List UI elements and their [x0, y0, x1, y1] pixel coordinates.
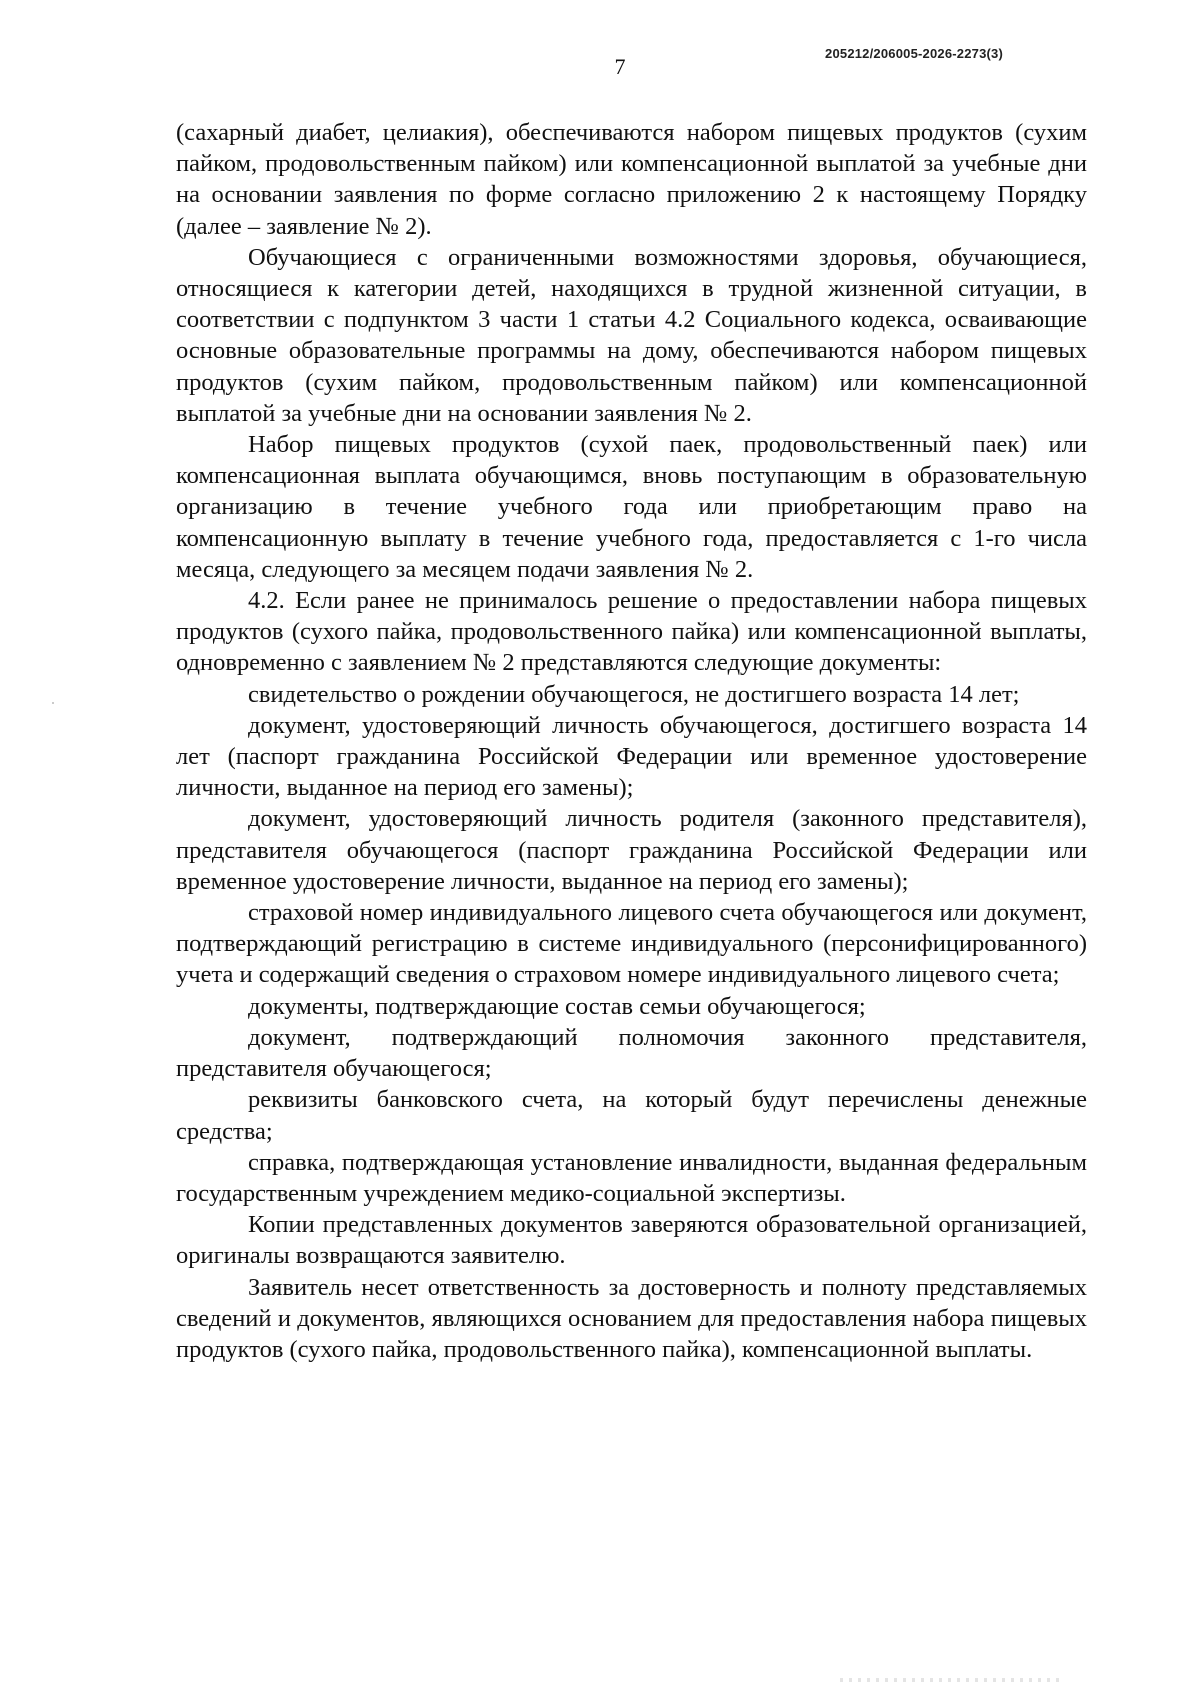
list-item-bank-details: реквизиты банковского счета, на который будут перечислены денежные средства; [176, 1086, 1087, 1145]
scan-artifact-bottom [840, 1678, 1060, 1682]
list-item-representative-authority: документ, подтверждающий полномочия законного представителя, представителя обучающегося; [176, 1023, 1087, 1083]
list-item-family-composition: документы, подтверждающие состав семьи обучающегося; [248, 992, 866, 1020]
list-item-disability-certificate: справка, подтверждающая установление инвалидности, выданная федеральным государственным учреждением медико-социальной экспертизы. [176, 1148, 1087, 1207]
list-item-insurance-number: страховой номер индивидуального лицевого счета обучающегося или документ, подтверждающий регистрацию в системе индивидуального (персонифицированного) учета и содержащий сведения о страховом номере индивидуального лицевого счета; [176, 899, 1087, 989]
paragraph-new-students: Набор пищевых продуктов (сухой паек, продовольственный паек) или компенсационная выплата обучающимся, вновь поступающим в образовательную организацию в течение учебного года или приобретающим право на компенсационную выплату в течение учебного года, предоставляется с 1-го числа месяца, следующего за месяцем подачи заявления № 2. [176, 431, 1087, 583]
paragraph-continuation: (сахарный диабет, целиакия), обеспечиваются набором пищевых продуктов (сухим пайком, продовольственным пайком) или компенсационной выплатой за учебные дни на основании заявления по форме согласно приложению 2 к настоящему Порядку (далее – заявление № 2). [176, 119, 1087, 240]
document-registration-number: 205212/206005-2026-2273(3) [825, 46, 1003, 61]
list-item-birth-certificate: свидетельство о рождении обучающегося, не достигшего возраста 14 лет; [248, 680, 1020, 708]
scan-artifact [52, 702, 54, 704]
document-body [176, 117, 1087, 1365]
paragraph-applicant-responsibility: Заявитель несет ответственность за достоверность и полноту представляемых сведений и документов, являющихся основанием для предоставления набора пищевых продуктов (сухого пайка, продовольственного пайка), компенсационной выплаты. [176, 1273, 1087, 1363]
list-item-student-id-document: документ, удостоверяющий личность обучающегося, достигшего возраста 14 лет (паспорт гражданина Российской Федерации или временное удостоверение личности, выданное на период его замены); [176, 711, 1087, 802]
paragraph-disabled-students: Обучающиеся с ограниченными возможностями здоровья, обучающиеся, относящиеся к категории детей, находящихся в трудной жизненной ситуации, в соответствии с подпунктом 3 части 1 статьи 4.2 Социального кодекса, осваивающие основные образовательные программы на дому, обеспечиваются набором пищевых продуктов (сухим пайком, продовольственным пайком) или компенсационной выплатой за учебные дни на основании заявления № 2. [176, 243, 1087, 427]
page-number: 7 [614, 54, 626, 79]
paragraph-copies-certified: Копии представленных документов заверяются образовательной организацией, оригиналы возвращаются заявителю. [176, 1211, 1087, 1270]
paragraph-section-4-2: 4.2. Если ранее не принималось решение о предоставлении набора пищевых продуктов (сухого пайка, продовольственного пайка) или компенсационной выплаты, одновременно с заявлением № 2 представляются следующие документы: [176, 587, 1087, 677]
list-item-parent-id-document: документ, удостоверяющий личность родителя (законного представителя), представителя обучающегося (паспорт гражданина Российской Федерации или временное удостоверение личности, выданное на период его замены); [176, 805, 1087, 895]
